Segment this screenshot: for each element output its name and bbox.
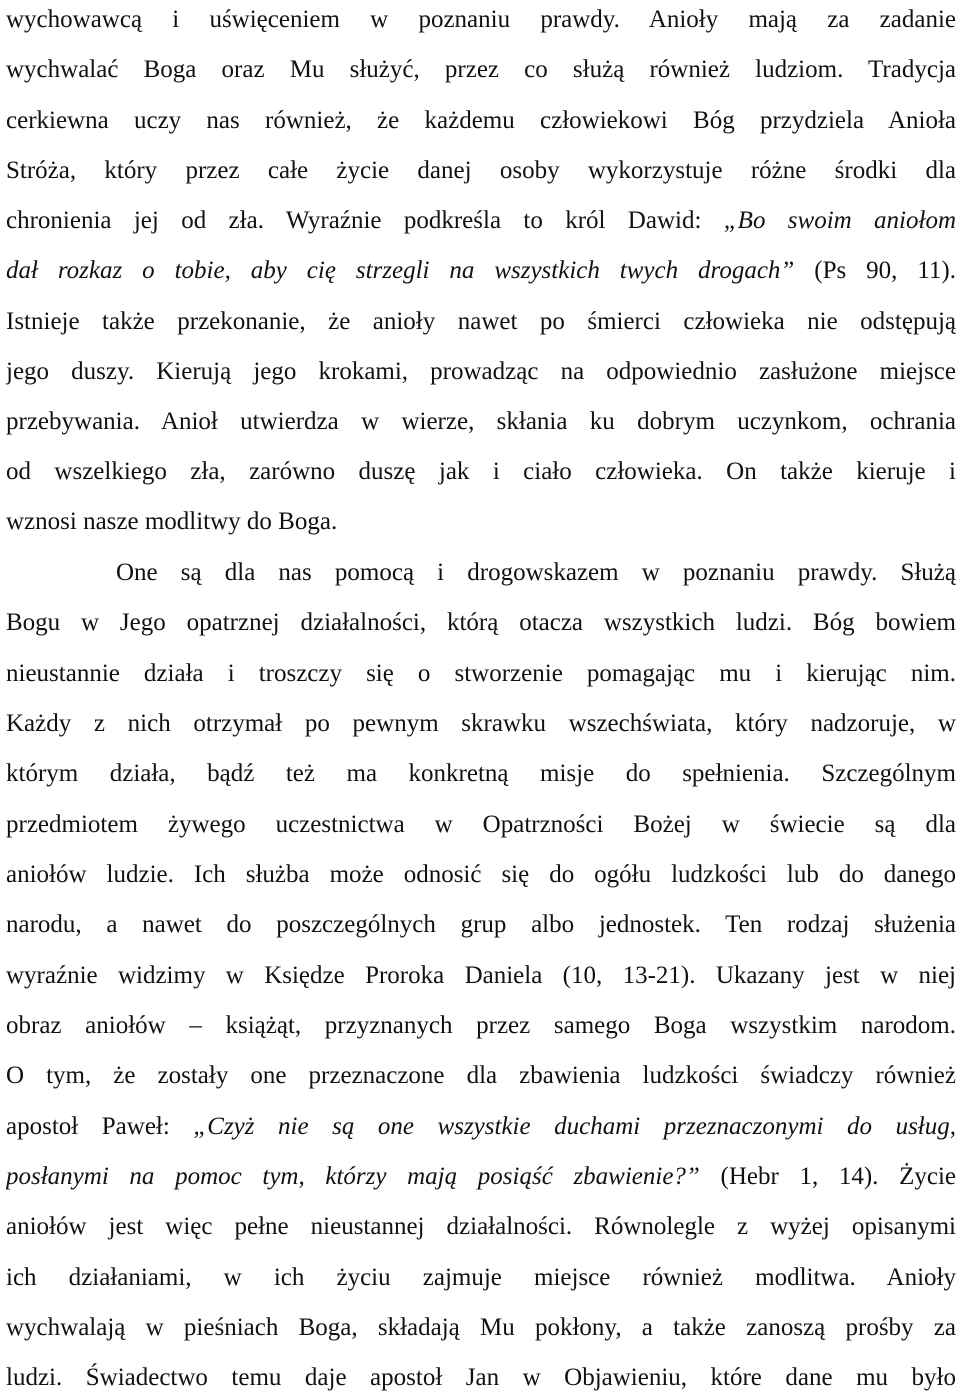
text-line: dał rozkaz o tobie, aby cię strzegli na wszystkich twych drogach” (Ps 90, 11). (6, 257, 956, 284)
text-line: od wszelkiego zła, zarówno duszę jak i ciało człowieka. On także kieruje i (6, 458, 956, 485)
text-line: jego duszy. Kierują jego krokami, prowadząc na odpowiednio zasłużone miejsce (6, 358, 956, 385)
text-line: wznosi nasze modlitwy do Boga. (6, 508, 338, 535)
quote-text: dał rozkaz o tobie, aby cię strzegli na wszystkich twych drogach” (6, 257, 795, 284)
text-line: O tym, że zostały one przeznaczone dla zbawienia ludzkości świadczy również (6, 1062, 956, 1089)
text-line: obraz aniołów – książąt, przyznanych przez samego Boga wszystkim narodom. (6, 1012, 956, 1039)
text-line: przebywania. Anioł utwierdza w wierze, skłania ku dobrym uczynkom, ochrania (6, 408, 956, 435)
document-page (6, 0, 956, 1400)
text-line: Każdy z nich otrzymał po pewnym skrawku wszechświata, który nadzoruje, w (6, 710, 956, 737)
text-line: cerkiewna uczy nas również, że każdemu człowiekowi Bóg przydziela Anioła (6, 107, 956, 134)
text-line: aniołów jest więc pełne nieustannej działalności. Równolegle z wyżej opisanymi (6, 1213, 956, 1240)
text-line: ludzi. Świadectwo temu daje apostoł Jan w Objawieniu, które dane mu było (6, 1364, 956, 1391)
text-line: wyraźnie widzimy w Księdze Proroka Daniela (10, 13-21). Ukazany jest w niej (6, 962, 956, 989)
text-line: chronienia jej od zła. Wyraźnie podkreśla to król Dawid: „Bo swoim aniołom (6, 207, 956, 234)
text-line: posłanymi na pomoc tym, którzy mają posiąść zbawienie?” (Hebr 1, 14). Życie (6, 1163, 956, 1190)
text-line: One są dla nas pomocą i drogowskazem w poznaniu prawdy. Służą (116, 559, 956, 586)
text-line: Stróża, który przez całe życie danej osoby wykorzystuje różne środki dla (6, 157, 956, 184)
quote-text: posłanymi na pomoc tym, którzy mają posiąść zbawienie?” (6, 1163, 700, 1190)
text-line: narodu, a nawet do poszczególnych grup albo jednostek. Ten rodzaj służenia (6, 911, 956, 938)
text-line: Bogu w Jego opatrznej działalności, którą otacza wszystkich ludzi. Bóg bowiem (6, 609, 956, 636)
text-line: wychowawcą i uświęceniem w poznaniu prawdy. Anioły mają za zadanie (6, 6, 956, 33)
text-line: przedmiotem żywego uczestnictwa w Opatrzności Bożej w świecie są dla (6, 811, 956, 838)
quote-text: „Czyż nie są one wszystkie duchami przeznaczonymi do usług, (193, 1113, 956, 1140)
text-line: nieustannie działa i troszczy się o stworzenie pomagając mu i kierując nim. (6, 660, 956, 687)
text-line: wychwalać Boga oraz Mu służyć, przez co służą również ludziom. Tradycja (6, 56, 956, 83)
text-line: apostoł Paweł: „Czyż nie są one wszystkie duchami przeznaczonymi do usług, (6, 1113, 956, 1140)
text-line: wychwalają w pieśniach Boga, składają Mu pokłony, a także zanoszą prośby za (6, 1314, 956, 1341)
quote-text: „Bo swoim aniołom (723, 207, 956, 234)
text-line: Istnieje także przekonanie, że anioły nawet po śmierci człowieka nie odstępują (6, 308, 956, 335)
text-line: ich działaniami, w ich życiu zajmuje miejsce również modlitwa. Anioły (6, 1264, 956, 1291)
text-line: aniołów ludzie. Ich służba może odnosić się do ogółu ludzkości lub do danego (6, 861, 956, 888)
text-line: którym działa, bądź też ma konkretną misje do spełnienia. Szczególnym (6, 760, 956, 787)
